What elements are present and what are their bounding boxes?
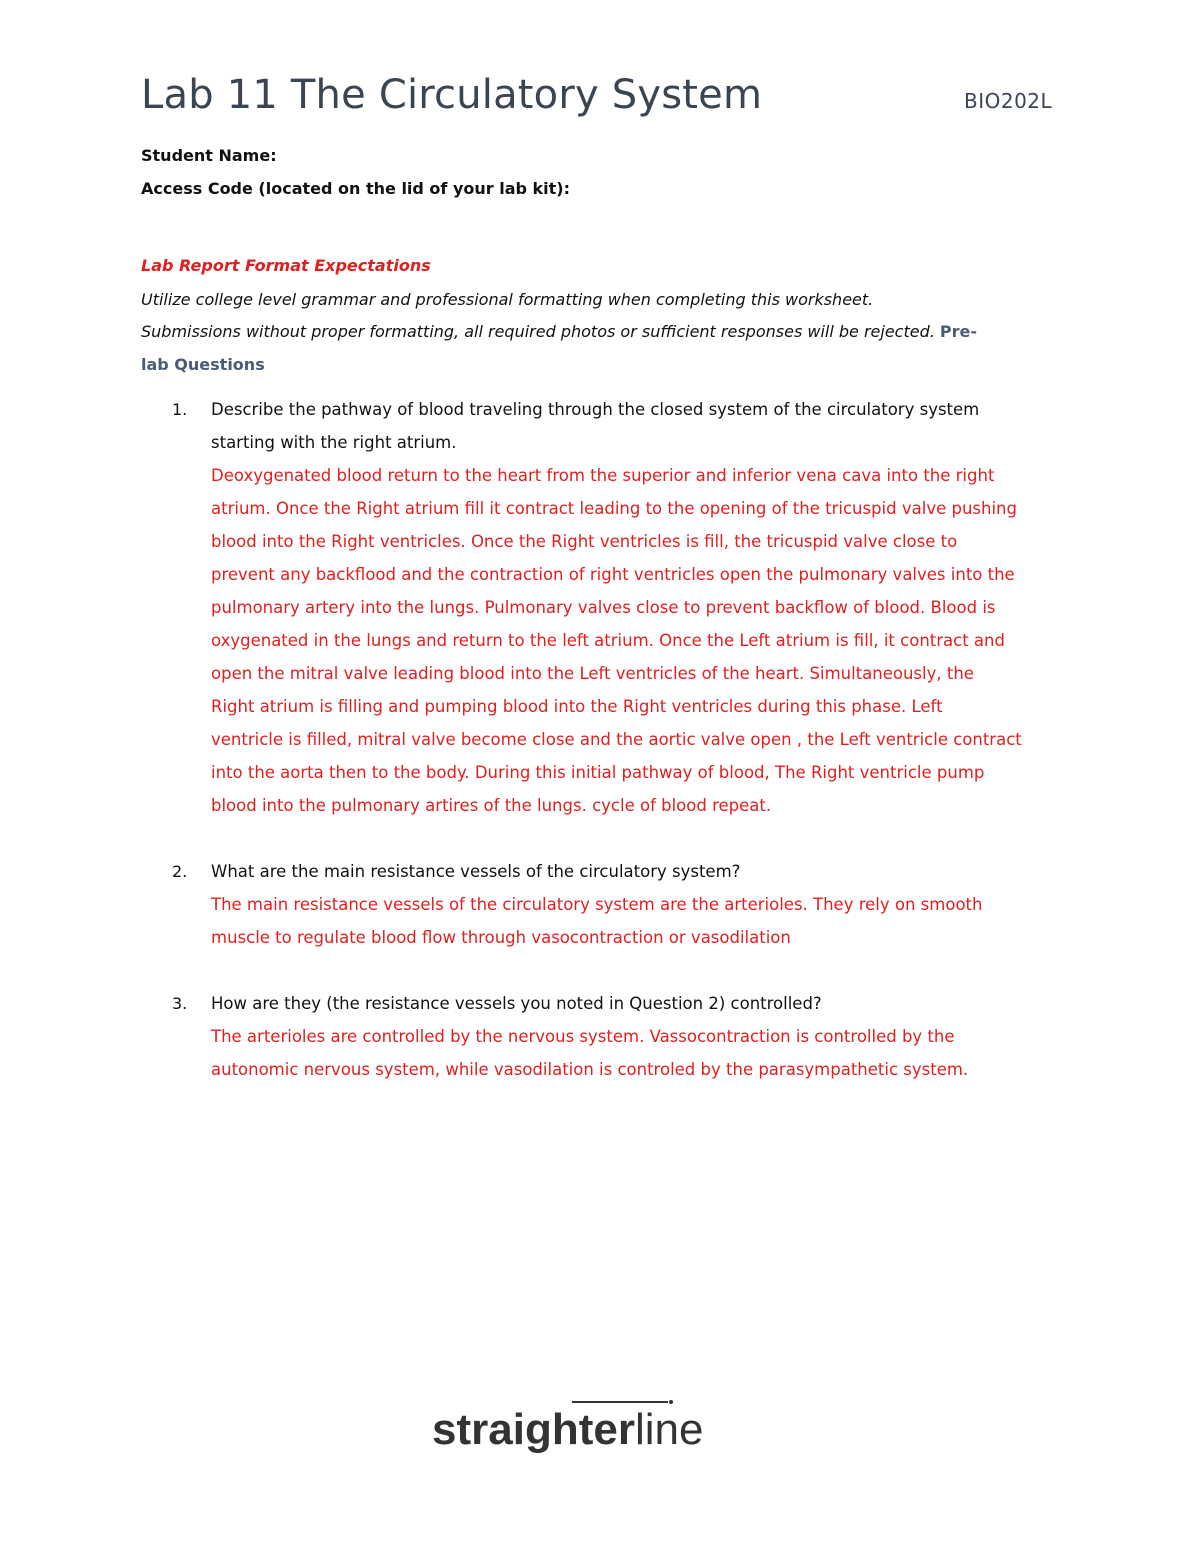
answer-1-line: pulmonary artery into the lungs. Pulmonary valves close to prevent backflow of blood. Blood is [211,598,996,617]
logo-overline-dot [669,1400,673,1404]
question-1-text-line1: Describe the pathway of blood traveling through the closed system of the circulatory system [211,400,980,419]
answer-1-line: atrium. Once the Right atrium fill it contract leading to the opening of the tricuspid valve pushing [211,499,1017,518]
student-name-label: Student Name: [141,146,277,165]
question-2-number: 2. [172,862,188,881]
course-code: BIO202L [964,89,1053,113]
question-3-text: How are they (the resistance vessels you noted in Question 2) controlled? [211,994,822,1013]
access-code-label: Access Code (located on the lid of your lab kit): [141,179,571,198]
logo-wordmark [432,1405,703,1454]
question-2 [211,855,1071,954]
straighterline-logo [432,1398,762,1458]
answer-1-line: blood into the Right ventricles. Once the Right ventricles is fill, the tricuspid valve close to [211,532,958,551]
format-expectations-heading: Lab Report Format Expectations [141,256,431,275]
answer-1-line: Deoxygenated blood return to the heart from the superior and inferior vena cava into the right [211,466,995,485]
page-title: Lab 11 The Circulatory System [141,72,763,118]
prelab-heading-part1: Pre- [939,322,978,341]
answer-1-line: ventricle is filled, mitral valve become close and the aortic valve open , the Left ventricle contract [211,730,1022,749]
prelab-heading-part2: lab Questions [141,355,265,374]
answer-1-line: prevent any backflood and the contraction of right ventricles open the pulmonary valves into the [211,565,1015,584]
answer-2-line: muscle to regulate blood flow through vasocontraction or vasodilation [211,928,791,947]
logo-bold: straighter [432,1405,635,1454]
answer-1-line: into the aorta then to the body. During this initial pathway of blood, The Right ventricle pump [211,763,985,782]
answer-3-line: The arterioles are controlled by the nervous system. Vassocontraction is controlled by the [211,1027,955,1046]
answer-1-line: open the mitral valve leading blood into the Left ventricles of the heart. Simultaneously, the [211,664,974,683]
question-1-text-line2: starting with the right atrium. [211,433,457,452]
question-2-text: What are the main resistance vessels of the circulatory system? [211,862,741,881]
answer-2-line: The main resistance vessels of the circulatory system are the arterioles. They rely on smooth [211,895,983,914]
answer-3-line: autonomic nervous system, while vasodilation is controled by the parasympathetic system. [211,1060,969,1079]
format-line-2-text: Submissions without proper formatting, all required photos or sufficient responses will be rejected. [141,322,935,341]
format-line-1: Utilize college level grammar and professional formatting when completing this worksheet. [141,290,874,309]
question-3 [211,987,1071,1086]
question-3-number: 3. [172,994,188,1013]
logo-light: line [634,1405,704,1454]
format-line-2 [141,322,977,341]
question-1-number: 1. [172,400,188,419]
question-1 [211,393,1071,822]
answer-1-line: Right atrium is filling and pumping blood into the Right ventricles during this phase. Left [211,697,943,716]
answer-1-line: oxygenated in the lungs and return to the left atrium. Once the Left atrium is fill, it contract and [211,631,1005,650]
answer-1-line: blood into the pulmonary artires of the lungs. cycle of blood repeat. [211,796,772,815]
